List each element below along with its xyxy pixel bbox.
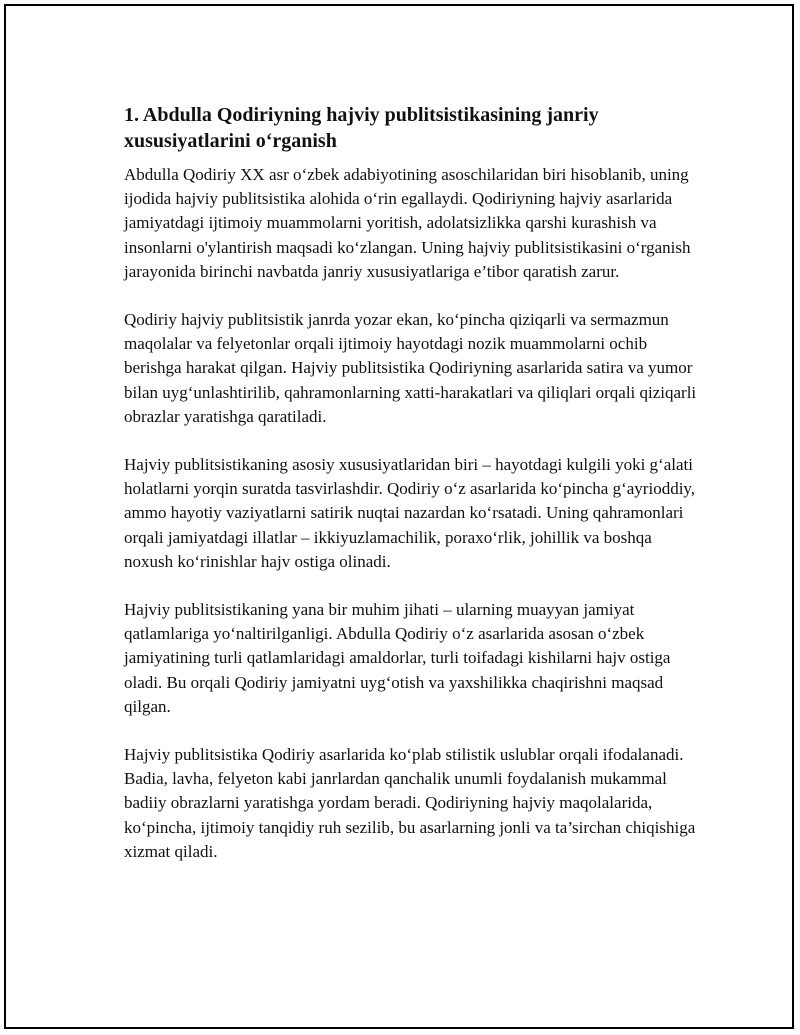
page-frame <box>4 4 794 1029</box>
paragraph-4: Hajviy publitsistikaning yana bir muhim jihati – ularning muayyan jamiyat qatlamlariga yo‘naltirilganligi. Abdulla Qodiriy o‘z asarlarida asosan o‘zbek jamiyatining turli qatlamlaridagi amaldorlar, turli toifadagi kishilarni hajv ostiga oladi. Bu orqali Qodiriy jamiyatni uyg‘otish va yaxshilikka chaqirishni maqsad qilgan. <box>124 600 671 716</box>
section-heading: 1. Abdulla Qodiriyning hajviy publitsistikasining janriy xususiyatlarini o‘rganish <box>124 104 599 152</box>
paragraph-5: Hajviy publitsistika Qodiriy asarlarida ko‘plab stilistik uslublar orqali ifodalanadi. Badia, lavha, felyeton kabi janrlardan qanchalik unumli foydalanish mukammal badiiy obrazlarni yaratishga yordam beradi. Qodiriyning hajviy maqolalarida, ko‘pincha, ijtimoiy tanqidiy ruh sezilib, bu asarlarning jonli va ta’sirchan chiqishiga xizmat qiladi. <box>124 745 696 861</box>
paragraph-2: Qodiriy hajviy publitsistik janrda yozar ekan, ko‘pincha qiziqarli va sermazmun maqolalar va felyetonlar orqali ijtimoiy hayotdagi nozik muammolarni ochib berishga harakat qilgan. Hajviy publitsistika Qodiriyning asarlarida satira va yumor bilan uyg‘unlashtirilib, qahramonlarning xatti-harakatlari va qiliqlari orqali qiziqarli obrazlar yaratishga qaratiladi. <box>124 310 697 426</box>
paragraph-3: Hajviy publitsistikaning asosiy xususiyatlaridan biri – hayotdagi kulgili yoki g‘alati holatlarni yorqin suratda tasvirlashdir. Qodiriy o‘z asarlarida ko‘pincha g‘ayrioddiy, ammo hayotiy vaziyatlarni satirik nuqtai nazardan ko‘rsatadi. Uning qahramonlari orqali jamiyatdagi illatlar – ikkiyuzlamachilik, poraxo‘rlik, johillik va boshqa noxush ko‘rinishlar hajv ostiga olinadi. <box>124 455 696 571</box>
document-body <box>124 102 704 888</box>
paragraph-1: Abdulla Qodiriy XX asr o‘zbek adabiyotining asoschilaridan biri hisoblanib, uning ijodida hajviy publitsistika alohida o‘rin egallaydi. Qodiriyning hajviy asarlarida jamiyatdagi ijtimoiy muammolarni yoritish, adolatsizlikka qarshi kurashish va insonlarni o'ylantirish maqsadi ko‘zlangan. Uning hajviy publitsistikasini o‘rganish jarayonida birinchi navbatda janriy xususiyatlariga e’tibor qaratish zarur. <box>124 165 691 281</box>
